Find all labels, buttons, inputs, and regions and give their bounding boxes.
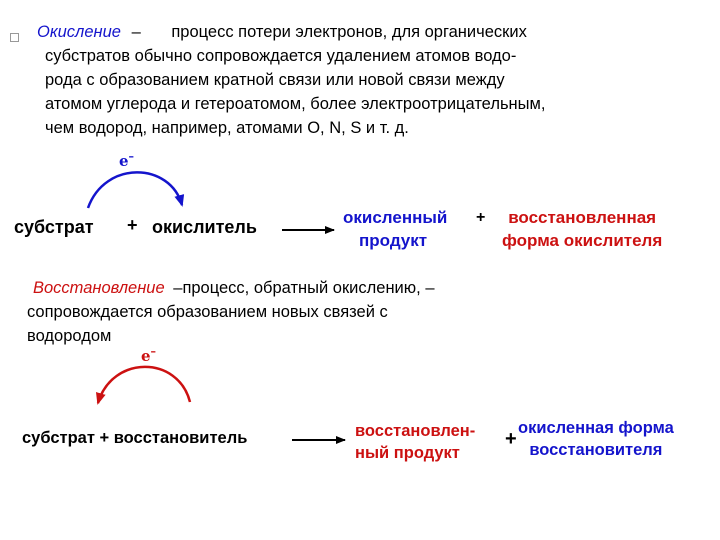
reduction-product (355, 420, 475, 464)
oxidation-line-5: чем водород, например, атомами O, N, S и т. д. (45, 119, 409, 137)
reduction-dash: – (173, 279, 183, 297)
electron-charge: – (128, 150, 135, 163)
oxidation-product-line-2: продукт (359, 231, 428, 250)
reduction-plus: + (505, 428, 517, 450)
electron-label-oxidation (119, 150, 134, 170)
atom-s: S (350, 119, 362, 137)
atom-o: O (307, 119, 321, 137)
reduction-definition (27, 276, 435, 348)
reduction-product-line-2: ный продукт (355, 444, 460, 462)
oxidation-byproduct (502, 206, 662, 252)
electron-transfer-arrow-oxidation (88, 172, 182, 208)
electron-symbol: e (141, 347, 151, 365)
oxidation-first-line (37, 20, 545, 44)
electron-label-reduction (141, 345, 156, 365)
reduction-line-3: водородом (27, 327, 112, 345)
reduction-substrate-reagent: субстрат + восстановитель (22, 429, 248, 447)
oxidation-line-5-prefix: чем водород, например, атомами (45, 119, 308, 137)
oxidation-line-4: атомом углерода и гетероатомом, более электроотрицательным, (45, 95, 546, 113)
oxidation-term: Окисление (37, 23, 121, 41)
reduction-term: Восстановление (33, 279, 165, 297)
reduction-line-2: сопровождается образованием новых связей с (27, 303, 388, 321)
oxidation-product (343, 206, 447, 252)
electron-charge: – (150, 345, 157, 358)
oxidation-line-2: субстратов обычно сопровождается удалением атомов водо- (45, 47, 517, 65)
oxidation-plus-1: + (127, 215, 138, 235)
oxidation-reagent: окислитель (152, 217, 257, 237)
reduction-byproduct-line-2: восстановителя (529, 441, 663, 459)
oxidation-dash: – (131, 23, 141, 41)
atom-n: N (329, 119, 342, 137)
bullet-icon (10, 33, 19, 42)
reduction-line-1: процесс, обратный окислению, – (182, 279, 435, 297)
electron-transfer-arrow-reduction (98, 367, 190, 403)
oxidation-line-5-suffix: и т. д. (365, 119, 409, 137)
reduction-byproduct (518, 417, 674, 461)
oxidation-product-line-1: окисленный (343, 208, 448, 227)
oxidation-byproduct-line-2: форма окислителя (502, 231, 663, 250)
oxidation-byproduct-line-1: восстановленная (508, 208, 657, 227)
electron-symbol: e (119, 152, 129, 170)
oxidation-plus-2: + (476, 209, 486, 226)
oxidation-definition (37, 20, 545, 140)
reduction-byproduct-line-1: окисленная форма (518, 419, 674, 437)
oxidation-substrate: субстрат (14, 217, 94, 237)
oxidation-line-1: процесс потери электронов, для органических (171, 23, 527, 41)
reduction-product-line-1: восстановлен- (355, 422, 476, 440)
reduction-first-line (27, 276, 435, 300)
oxidation-line-3: рода с образованием кратной связи или новой связи между (45, 71, 505, 89)
